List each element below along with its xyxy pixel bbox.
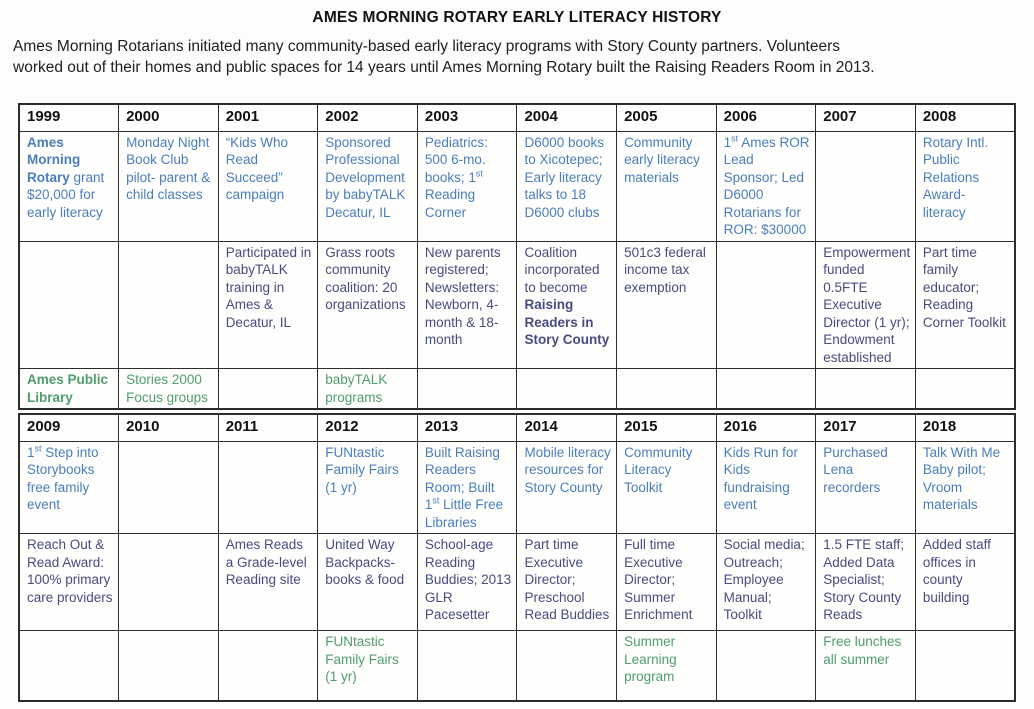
table-cell (119, 131, 219, 241)
year-header: 2017 (816, 414, 916, 441)
table-row (19, 131, 1015, 241)
year-header: 2014 (517, 414, 617, 441)
year-header: 2006 (716, 104, 816, 131)
cell-text: st (34, 443, 42, 453)
table-cell (218, 369, 318, 410)
table-cell (716, 534, 816, 631)
year-header: 2007 (816, 104, 916, 131)
cell-text: Community Literacy Toolkit (624, 444, 693, 495)
intro-line-1: Ames Morning Rotarians initiated many community-based early literacy programs with Story County partners. Volunteers (13, 38, 841, 55)
table-cell (417, 241, 517, 369)
cell-text: Added staff offices in county building (922, 537, 991, 605)
cell-text: School-age Reading Buddies; 2013 GLR Pacesetter (424, 537, 512, 622)
cell-text: Participated in babyTALK training in Ames & Decatur, IL (225, 244, 312, 330)
table-cell (19, 631, 119, 701)
cell-text: st (432, 495, 440, 506)
cell-text: Social media; Outreach; Employee Manual; Toolkit (723, 537, 805, 622)
table-row (19, 241, 1015, 369)
table-cell (318, 131, 418, 241)
cell-text: D6000 books to Xicotepec; Early literacy talks to 18 D6000 clubs (524, 134, 605, 220)
year-header-row (19, 104, 1015, 131)
table-cell (318, 241, 418, 369)
table-cell (417, 369, 517, 410)
cell-text: 501c3 federal income tax exemption (624, 244, 706, 295)
cell-text: Stories 2000 Focus groups (126, 372, 208, 405)
table-row (19, 534, 1015, 631)
cell-text: st (475, 168, 483, 178)
year-header: 2005 (617, 104, 717, 131)
table-cell (915, 241, 1015, 369)
table-cell (517, 369, 617, 410)
table-cell (517, 441, 617, 534)
table-cell (915, 131, 1015, 241)
year-header: 2004 (517, 104, 617, 131)
cell-text: Ames Public Library (27, 372, 109, 405)
table-cell (617, 534, 717, 631)
table-cell (19, 534, 119, 631)
table-cell (816, 534, 916, 631)
cell-text: FUNtastic Family Fairs (1 yr) (325, 634, 399, 684)
table-cell (218, 441, 318, 534)
table-cell (517, 631, 617, 701)
cell-text: Part time family educator; Reading Corner Toolkit (922, 244, 1006, 330)
table-cell (218, 631, 318, 701)
cell-text: Monday Night Book Club pilot- parent & child classes (126, 134, 211, 202)
table-cell (318, 369, 418, 410)
table-cell (417, 131, 517, 241)
table-cell (716, 631, 816, 701)
year-header: 2013 (417, 414, 517, 441)
cell-text: babyTALK programs (325, 372, 388, 405)
cell-text: Ames Morning Rotary (27, 134, 81, 185)
history-table-1999-2008 (18, 103, 1016, 410)
table-cell (617, 241, 717, 369)
table-row (19, 441, 1015, 534)
cell-text: Built Raising Readers Room; Built 1 (424, 444, 500, 512)
cell-text: Coalition incorporated to become (524, 244, 600, 295)
cell-text: grant $20,000 for early literacy (27, 169, 105, 220)
table-row (19, 369, 1015, 410)
cell-text: Step into Storybooks free family event (27, 444, 99, 512)
table-cell (119, 441, 219, 534)
year-header: 2003 (417, 104, 517, 131)
table-cell (19, 369, 119, 410)
table-cell (915, 534, 1015, 631)
table-cell (318, 534, 418, 631)
table-cell (617, 631, 717, 701)
table-cell (716, 369, 816, 410)
year-header: 2002 (318, 104, 418, 131)
cell-text: Summer Learning program (624, 634, 677, 684)
cell-text: Community early literacy materials (624, 134, 700, 185)
table-cell (816, 131, 916, 241)
year-header: 2008 (915, 104, 1015, 131)
cell-text: 1 (723, 134, 732, 150)
table-cell (816, 241, 916, 369)
year-header: 2011 (218, 414, 318, 441)
cell-text: Full time Executive Director; Summer Enrichment (624, 537, 693, 622)
cell-text: Reach Out & Read Award: 100% primary care providers (27, 537, 113, 605)
cell-text: United Way Backpacks- books & food (325, 537, 405, 587)
table-cell (318, 631, 418, 701)
cell-text: Free lunches all summer (823, 634, 902, 667)
year-header: 1999 (19, 104, 119, 131)
table-cell (716, 131, 816, 241)
table-cell (119, 631, 219, 701)
table-cell (617, 131, 717, 241)
history-table-1999-2008-grid (18, 103, 1016, 410)
table-cell (816, 441, 916, 534)
table-cell (119, 241, 219, 369)
table-cell (617, 369, 717, 410)
history-table-2009-2018 (18, 413, 1016, 702)
table-cell (19, 441, 119, 534)
cell-text: Kids Run for Kids fundraising event (723, 444, 798, 512)
table-cell (119, 534, 219, 631)
page-title: AMES MORNING ROTARY EARLY LITERACY HISTORY (312, 9, 722, 26)
table-cell (816, 631, 916, 701)
cell-text: Grass roots community coalition: 20 organizations (325, 244, 406, 312)
table-cell (517, 534, 617, 631)
table-cell (517, 131, 617, 241)
cell-text: Little Free Libraries (424, 497, 504, 530)
year-header: 2001 (218, 104, 318, 131)
cell-text: st (731, 133, 739, 143)
cell-text: Talk With Me Baby pilot; Vroom materials (922, 444, 1001, 512)
table-cell (915, 369, 1015, 410)
year-header: 2018 (915, 414, 1015, 441)
cell-text: 1 (27, 444, 35, 460)
table-cell (218, 241, 318, 369)
table-cell (517, 241, 617, 369)
cell-text: Part time Executive Director; Preschool Read Buddies (524, 537, 610, 622)
cell-text: Sponsored Professional Development by babyTALK Decatur, IL (325, 134, 406, 220)
table-cell (716, 241, 816, 369)
table-cell (915, 441, 1015, 534)
table-cell (915, 631, 1015, 701)
cell-text: Empowerment funded 0.5FTE Executive Director (1 yr); Endowment established (823, 244, 911, 365)
table-cell (417, 441, 517, 534)
cell-text: Reading Corner (424, 187, 476, 220)
table-cell (318, 441, 418, 534)
cell-text: Ames ROR Lead Sponsor; Led D6000 Rotarians for ROR: $30000 (723, 134, 810, 237)
cell-text: Purchased Lena recorders (823, 444, 888, 495)
year-header: 2009 (19, 414, 119, 441)
table-cell (617, 441, 717, 534)
cell-text: Raising Readers in Story County (524, 297, 610, 347)
table-cell (19, 131, 119, 241)
year-header-row (19, 414, 1015, 441)
year-header: 2016 (716, 414, 816, 441)
cell-text: Rotary Intl. Public Relations Award- literacy (922, 134, 989, 220)
table-cell (218, 534, 318, 631)
cell-text: Pediatrics: 500 6-mo. books; 1 (424, 134, 488, 185)
cell-text: New parents registered; Newsletters: Newborn, 4-month & 18-month (424, 244, 501, 347)
intro-line-2: worked out of their homes and public spaces for 14 years until Ames Morning Rotary built the Raising Readers Room in 2013. (13, 59, 875, 76)
table-cell (716, 441, 816, 534)
table-cell (816, 369, 916, 410)
year-header: 2010 (119, 414, 219, 441)
table-cell (218, 131, 318, 241)
year-header: 2012 (318, 414, 418, 441)
table-cell (417, 534, 517, 631)
cell-text: Mobile literacy resources for Story County (524, 444, 611, 495)
year-header: 2015 (617, 414, 717, 441)
table-cell (417, 631, 517, 701)
table-cell (19, 241, 119, 369)
history-table-2009-2018-grid (18, 413, 1016, 702)
cell-text: FUNtastic Family Fairs (1 yr) (325, 444, 399, 495)
intro-paragraph (13, 36, 1026, 78)
cell-text: 1.5 FTE staff; Added Data Specialist; Story County Reads (823, 537, 905, 622)
cell-text: Ames Reads a Grade-level Reading site (225, 537, 307, 587)
table-row (19, 631, 1015, 701)
cell-text: “Kids Who Read Succeed” campaign (225, 134, 288, 202)
year-header: 2000 (119, 104, 219, 131)
table-cell (119, 369, 219, 410)
